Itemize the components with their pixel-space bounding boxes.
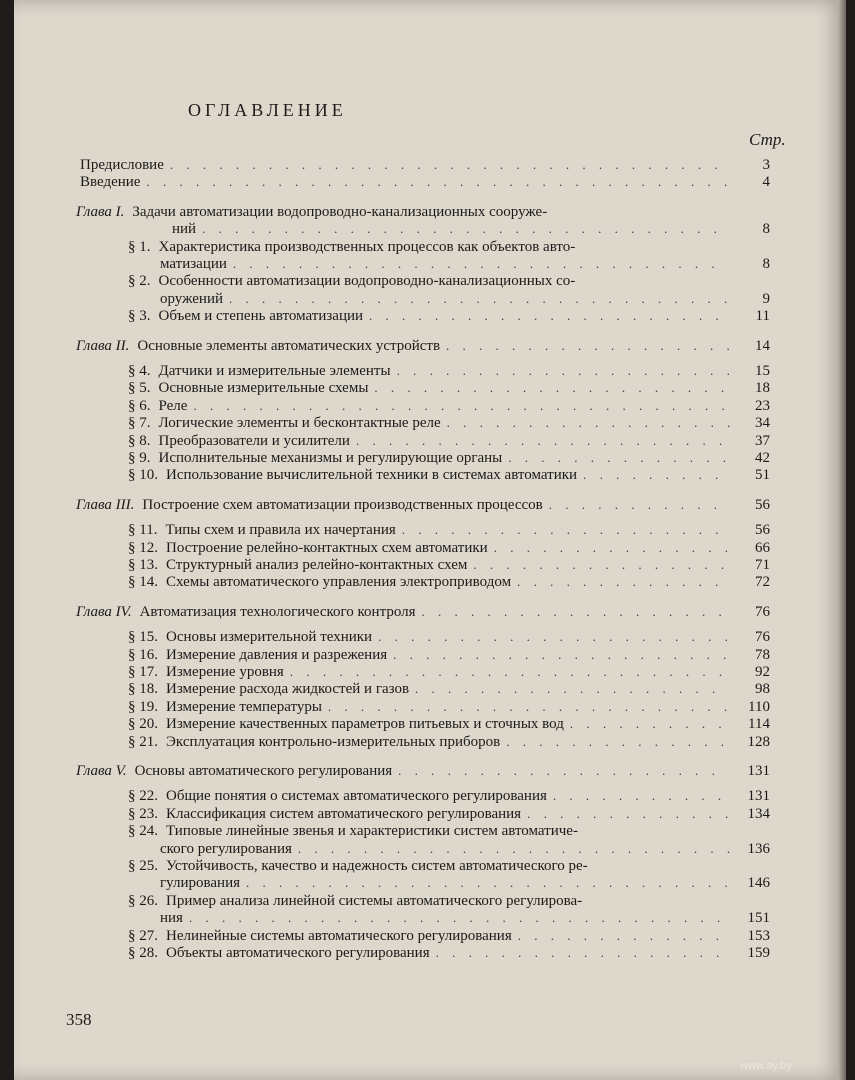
- entry-title: Построение релейно-контактных схем автоматики: [166, 539, 488, 556]
- entry-title: Структурный анализ релейно-контактных схем: [166, 557, 468, 573]
- leader-dots: . . . . . . . . . . . . .: [517, 927, 724, 943]
- leader-dots: . . . . . . . . . . . . . . . . . . . . . . . . .: [327, 698, 733, 714]
- chapter-entry: [76, 203, 547, 221]
- entry-title: Автоматизация технологического контроля: [139, 603, 416, 620]
- toc-entry: [128, 787, 547, 805]
- toc-entry: [128, 272, 575, 290]
- entry-title: Измерение уровня: [166, 664, 284, 680]
- toc-entry: [128, 646, 387, 664]
- leader-dots: . . . . . . . . . . . . . . . . . . . . . .: [378, 629, 733, 645]
- entry-title: Реле: [158, 397, 188, 414]
- watermark: www.ay.by: [740, 1060, 792, 1072]
- entry-title: Предисловие: [80, 157, 164, 173]
- section-number: § 26.: [128, 892, 158, 909]
- entry-title: Преобразователи и усилители: [158, 432, 350, 449]
- toc-list: [14, 0, 846, 1080]
- toc-page-number: 66: [755, 539, 770, 556]
- leader-dots: . . . . . . . . . . . . . . . . . .: [446, 337, 735, 353]
- leader-dots: . . . . . . . . . . . . . . . . . . . . . .: [369, 308, 724, 324]
- section-number: § 16.: [128, 646, 158, 663]
- section-number: § 3.: [128, 308, 151, 325]
- leader-dots: . . . . . . . . .: [583, 467, 724, 483]
- section-number: § 19.: [128, 698, 158, 715]
- section-number: § 4.: [128, 363, 151, 379]
- toc-page-number: 42: [755, 450, 770, 466]
- chapter-entry: [76, 762, 392, 780]
- section-number: § 28.: [128, 945, 158, 961]
- entry-continuation: [160, 255, 227, 273]
- entry-title-continuation: оружений: [160, 290, 224, 307]
- toc-page-number: 134: [747, 805, 770, 822]
- toc-entry: [128, 556, 467, 574]
- entry-title: Основы автоматического регулирования: [134, 763, 393, 779]
- toc-page-number: 76: [755, 629, 770, 646]
- toc-page-number: 92: [755, 664, 770, 680]
- entry-continuation: [160, 909, 183, 927]
- entry-title: Классификация систем автоматического регулирования: [166, 805, 522, 822]
- toc-entry: [128, 414, 441, 432]
- leader-dots: . . . . . . . . . . .: [548, 496, 722, 512]
- page-column-label: Стр.: [749, 130, 786, 149]
- chapter-label: Глава II.: [76, 337, 130, 354]
- leader-dots: . . . . . . . . . . . . . . . . . . . . . . . . . . . . . .: [232, 256, 720, 271]
- section-number: § 5.: [128, 380, 151, 397]
- toc-entry: [128, 892, 582, 910]
- entry-title: Основы измерительной техники: [166, 629, 373, 646]
- entry-title: Схемы автоматического управления электроприводом: [166, 574, 512, 591]
- section-number: § 20.: [128, 716, 158, 733]
- entry-title: Типовые линейные звенья и характеристики систем автоматиче-: [166, 823, 578, 840]
- leader-dots: . . . . . . . . . . . . . . . . . . . . . .: [374, 380, 730, 396]
- entry-title-continuation: ния: [160, 910, 183, 927]
- leader-dots: . . . . . . . . . . . . . . . . . . . . . . . . . . . . . . . . . .: [169, 157, 723, 172]
- leader-dots: . . . . . . . . . . . . . . . . . . .: [421, 603, 727, 619]
- toc-page-number: 72: [755, 574, 770, 591]
- leader-dots: . . . . . . . . . . . . . . . . . . . . . . . . . . .: [289, 664, 728, 679]
- toc-page-number: 4: [762, 174, 770, 191]
- entry-title: Пример анализа линейной системы автоматического регулирова-: [166, 892, 583, 909]
- leader-dots: . . . . . . . . . . . . .: [517, 574, 724, 590]
- entry-title: Характеристика производственных процессов как объектов авто-: [158, 238, 576, 255]
- leader-dots: . . . . . . . . . .: [569, 716, 727, 732]
- toc-page-number: 23: [755, 397, 770, 414]
- toc-page-number: 37: [755, 432, 770, 449]
- entry-title: Измерение качественных параметров питьевых и сточных вод: [166, 716, 564, 733]
- toc-page-number: 151: [747, 910, 770, 927]
- toc-page-number: 98: [755, 681, 770, 698]
- toc-entry: [80, 173, 140, 191]
- section-number: § 6.: [128, 397, 151, 414]
- toc-page-number: 3: [762, 157, 770, 173]
- toc-entry: [128, 944, 430, 962]
- entry-title-continuation: ний: [172, 221, 197, 238]
- leader-dots: . . . . . . . . . . . . . . . . . .: [435, 945, 725, 960]
- leader-dots: . . . . . . . . . . . . . . . . . . . . . . . . . . . . . .: [246, 875, 733, 891]
- toc-page-number: 15: [755, 363, 770, 379]
- section-number: § 15.: [128, 629, 158, 646]
- section-number: § 17.: [128, 664, 158, 680]
- toc-page-number: 18: [755, 380, 770, 397]
- leader-dots: . . . . . . . . . . . . . . .: [493, 539, 733, 555]
- entry-title: Устойчивость, качество и надежность систем автоматического ре-: [166, 858, 588, 874]
- toc-page-number: 56: [755, 522, 770, 539]
- entry-title: Эксплуатация контрольно-измерительных приборов: [166, 733, 501, 750]
- section-number: § 18.: [128, 681, 158, 698]
- chapter-entry: [76, 337, 440, 355]
- toc-entry: [128, 628, 372, 646]
- leader-dots: . . . . . . . . . . . . . . . . . . . . . . . . . . . . . . .: [229, 290, 733, 306]
- leader-dots: . . . . . . . . . . .: [552, 788, 727, 804]
- entry-title: Измерение расхода жидкостей и газов: [166, 681, 410, 698]
- toc-page-number: 71: [755, 557, 770, 573]
- entry-title: Использование вычислительной техники в системах автоматики: [166, 467, 578, 484]
- leader-dots: . . . . . . . . . . . . . . . . . . .: [415, 681, 721, 697]
- chapter-label: Глава V.: [76, 763, 127, 779]
- toc-entry: [128, 573, 511, 591]
- toc-entry: [128, 733, 500, 751]
- toc-page-number: 136: [747, 840, 770, 857]
- toc-page-number: 131: [747, 788, 770, 805]
- leader-dots: . . . . . . . . . . . . . . . . . . . . .: [393, 646, 732, 662]
- toc-page-number: 146: [747, 875, 770, 892]
- toc-entry: [128, 715, 564, 733]
- toc-entry: [128, 238, 575, 256]
- section-number: § 11.: [128, 522, 158, 539]
- toc-page-number: 131: [747, 763, 770, 779]
- entry-continuation: [160, 874, 240, 892]
- toc-entry: [128, 521, 396, 539]
- section-number: § 9.: [128, 450, 151, 466]
- section-number: § 24.: [128, 823, 158, 840]
- entry-title: Основные измерительные схемы: [158, 380, 369, 397]
- toc-entry: [128, 805, 521, 823]
- section-number: § 7.: [128, 415, 151, 432]
- toc-entry: [128, 539, 488, 557]
- entry-title: Логические элементы и бесконтактные реле: [158, 415, 441, 432]
- entry-title: Задачи автоматизации водопроводно-канализационных сооруже-: [132, 203, 548, 220]
- page-number: 358: [66, 1010, 92, 1029]
- entry-title: Особенности автоматизации водопроводно-канализационных со-: [158, 273, 576, 290]
- section-number: § 12.: [128, 539, 158, 556]
- toc-entry: [128, 927, 512, 945]
- section-number: § 13.: [128, 557, 158, 573]
- toc-page-number: 51: [755, 467, 770, 484]
- toc-page-number: 153: [747, 927, 770, 944]
- entry-continuation: [160, 840, 292, 858]
- leader-dots: . . . . . . . . . . . . . . . . . . . . . . . . . . . . . . . . .: [188, 910, 726, 926]
- toc-page-number: 78: [755, 646, 770, 663]
- entry-title: Основные элементы автоматических устройств: [137, 337, 441, 354]
- toc-page-number: 110: [748, 698, 770, 715]
- entry-title: Типы схем и правила их начертания: [165, 522, 396, 539]
- entry-title: Объем и степень автоматизации: [158, 308, 364, 325]
- entry-title-continuation: ского регулирования: [160, 840, 292, 857]
- section-number: § 1.: [128, 238, 151, 255]
- section-number: § 10.: [128, 467, 158, 484]
- toc-page-number: 128: [747, 733, 770, 750]
- toc-entry: [128, 822, 578, 840]
- section-number: § 22.: [128, 788, 158, 805]
- entry-title: Построение схем автоматизации производственных процессов: [142, 496, 543, 513]
- toc-entry: [128, 379, 368, 397]
- chapter-label: Глава IV.: [76, 603, 132, 620]
- leader-dots: . . . . . . . . . . . . . . . . . . . . . . .: [355, 432, 728, 448]
- leader-dots: . . . . . . . . . . . . . . . . . . . . .: [396, 363, 735, 378]
- toc-page-number: 56: [755, 496, 770, 513]
- leader-dots: . . . . . . . . . . . . . . . . . . . . . . . . . . .: [297, 840, 736, 856]
- section-number: § 8.: [128, 432, 151, 449]
- toc-page-number: 114: [748, 716, 770, 733]
- leader-dots: . . . . . . . . . . . . . . . . . . . . . . . . . . . . . . . .: [202, 221, 722, 237]
- page-edge: [838, 0, 846, 1080]
- leader-dots: . . . . . . . . . . . . . . . .: [473, 557, 730, 572]
- toc-page-number: 14: [755, 337, 770, 354]
- toc-heading: ОГЛАВЛЕНИЕ: [188, 100, 347, 120]
- toc-entry: [128, 432, 350, 450]
- toc-entry: [128, 680, 409, 698]
- leader-dots: . . . . . . . . . . . . . . . . . . . . . . . . . . . . . . . . .: [193, 397, 730, 413]
- section-number: § 2.: [128, 273, 151, 290]
- toc-page-number: 11: [755, 308, 770, 325]
- chapter-entry: [76, 603, 416, 621]
- entry-title-continuation: гулирования: [160, 875, 241, 892]
- toc-entry: [128, 698, 322, 716]
- entry-title: Исполнительные механизмы и регулирующие органы: [158, 450, 503, 466]
- entry-title: Нелинейные системы автоматического регулирования: [166, 927, 512, 944]
- toc-page-number: 9: [762, 290, 770, 307]
- leader-dots: . . . . . . . . . . . . . . . . . . . .: [398, 763, 720, 778]
- leader-dots: . . . . . . . . . . . . . .: [506, 733, 729, 749]
- toc-page-number: 8: [762, 256, 770, 272]
- toc-page-number: 34: [755, 415, 770, 432]
- chapter-label: Глава III.: [76, 496, 135, 513]
- book-page: [14, 0, 846, 1080]
- leader-dots: . . . . . . . . . . . . . .: [508, 450, 732, 465]
- chapter-entry: [76, 496, 543, 514]
- entry-title: Датчики и измерительные элементы: [158, 363, 391, 379]
- entry-title: Общие понятия о системах автоматического регулирования: [166, 788, 547, 805]
- section-number: § 21.: [128, 733, 158, 750]
- toc-entry: [128, 663, 284, 681]
- toc-page-number: 159: [747, 945, 770, 961]
- leader-dots: . . . . . . . . . . . . .: [527, 805, 734, 821]
- leader-dots: . . . . . . . . . . . . . . . . . . . . . . . . . . . . . . . . . . . .: [146, 174, 733, 190]
- leader-dots: . . . . . . . . . . . . . . . . . .: [446, 415, 736, 431]
- leader-dots: . . . . . . . . . . . . . . . . . . . .: [401, 522, 724, 538]
- section-number: § 14.: [128, 574, 158, 591]
- section-number: § 23.: [128, 805, 158, 822]
- toc-entry: [128, 397, 187, 415]
- toc-entry: [80, 156, 164, 174]
- toc-entry: [128, 449, 502, 467]
- section-number: § 27.: [128, 927, 158, 944]
- entry-title: Измерение давления и разрежения: [166, 646, 388, 663]
- entry-title: Введение: [80, 174, 141, 191]
- chapter-label: Глава I.: [76, 203, 125, 220]
- entry-title-continuation: матизации: [160, 256, 227, 272]
- toc-page-number: 76: [755, 603, 770, 620]
- toc-entry: [128, 362, 391, 380]
- entry-title: Измерение температуры: [166, 698, 322, 715]
- entry-continuation: [172, 220, 196, 238]
- toc-entry: [128, 466, 577, 484]
- section-number: § 25.: [128, 858, 158, 874]
- toc-entry: [128, 307, 363, 325]
- toc-entry: [128, 857, 588, 875]
- entry-continuation: [160, 290, 223, 308]
- toc-page-number: 8: [762, 221, 770, 238]
- entry-title: Объекты автоматического регулирования: [166, 945, 430, 961]
